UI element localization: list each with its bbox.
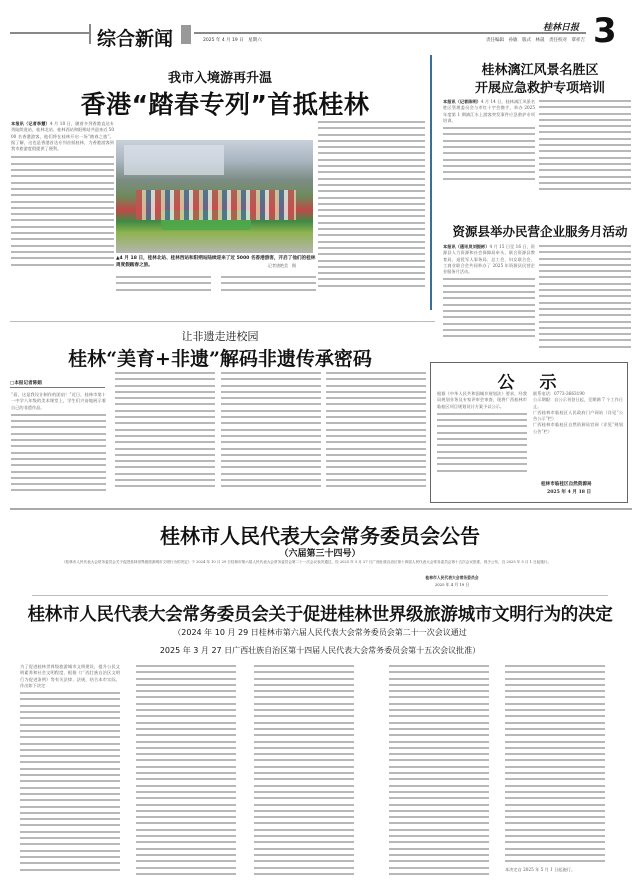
story2-col2 bbox=[539, 100, 631, 195]
paper-logo: 桂林日报 bbox=[543, 23, 580, 33]
story4-col1 bbox=[11, 392, 106, 498]
story1-photo-caption: ▲4 月 18 日，桂林北站、桂林西站和阳朔站陆续迎来了近 5000 名香港游客，开启了他们的桂林周度假踏春之旅。 bbox=[116, 256, 316, 268]
divider-announcement bbox=[32, 595, 608, 596]
divider-story1 bbox=[10, 321, 435, 322]
notice-phone: 联系电话：0773-3663190 bbox=[533, 391, 585, 396]
story1-photo-credit: 记者唐艳美 摄 bbox=[268, 263, 296, 268]
story4-col3 bbox=[221, 372, 321, 498]
decision-col3 bbox=[254, 665, 354, 887]
page-number: 3 bbox=[593, 11, 617, 51]
decision-closing: 本决定自 2025 年 5 月 1 日起施行。 bbox=[505, 866, 576, 872]
public-notice-box bbox=[430, 362, 628, 503]
story3-lead: 4 月 15 日至 16 日，资源县人力资源和社会保障局牵头，联合资源县教育局、退役军人事务局、总工会、妇女联合会、工商业联合会共同举办了 2025 年资源县民营企业服务月活动。 bbox=[443, 244, 535, 275]
story1-kicker: 我市入境游再升温 bbox=[167, 71, 272, 86]
story1-col-bottom bbox=[116, 276, 316, 298]
story4-col4 bbox=[326, 372, 426, 498]
story2-col1 bbox=[443, 99, 535, 197]
decision-col1 bbox=[20, 664, 120, 890]
notice-body: 根据《中华人民共和国城乡规划法》要求，经我局规划业务及专家评审会审查，现将广西桂林市临桂区项目规划设计方案予以公示。 bbox=[437, 391, 527, 409]
decision-subtitle1: （2024 年 10 月 29 日桂林市第六届人民代表大会常务委员会第二十一次会议通过 bbox=[173, 628, 467, 637]
decision-col5 bbox=[505, 665, 605, 887]
announcement-signer: 桂林市人民代表大会常务委员会 bbox=[425, 575, 479, 580]
decision-col4 bbox=[389, 665, 489, 887]
announcement-body: 《桂林市人民代表大会常务委员会关于促进桂林世界级旅游城市文明行为的决定》于 2024 年 10 月 29 日桂林市第六届人民代表大会常务委员会第二十一次会议表决通过，经 2025 年 3 月 27 日广西壮族自治区第十四届人民代表大会常务委员会第十五次会议批准，现予公布，自 2025 年 5 月 1 日起施行。 bbox=[62, 560, 552, 564]
story2-lead: 4 月 14 日，桂林漓江风景名胜区管理委员会与市红十字会携手，举办 2025 年度第 1 期漓江水上游客突发事件应急救护专项培训。 bbox=[443, 99, 535, 123]
announcement-number: （六届第三十四号） bbox=[279, 549, 361, 559]
editor-credits: 责任编辑 孙敏 版式 林晟 责任校对 覃祥吉 bbox=[486, 38, 585, 43]
masthead-left-rule bbox=[10, 32, 90, 34]
section-title: 综合新闻 bbox=[97, 28, 174, 50]
byline-rule bbox=[10, 387, 105, 388]
story1-lead: 4 月 18 日，随着多列香港直达专列陆续进站，桂林北站、桂林西站和阳朔站共迎来近 5000 名香港游客，他们将在桂林开启一场“踏春之旅”。据了解，这也是香港首达专列首抵桂林，为香港游客到我市旅游度假提供了便利。 bbox=[11, 121, 114, 152]
notice-col2 bbox=[533, 391, 623, 471]
story2-headline-line1: 桂林漓江风景名胜区 bbox=[481, 63, 599, 78]
story1-headline: 香港“踏春专列”首抵桂林 bbox=[80, 90, 370, 119]
decision-subtitle2: 2025 年 3 月 27 日广西壮族自治区第十四届人民代表大会常务委员会第十五次会议批准） bbox=[159, 646, 481, 655]
notice-title: 公 示 bbox=[497, 373, 561, 393]
story4-kicker: 让非遗走进校园 bbox=[181, 330, 259, 343]
masthead-tick bbox=[89, 24, 91, 44]
story3-byline: 本报讯（通讯员刘振彬） bbox=[443, 244, 490, 249]
story3-col1 bbox=[443, 244, 535, 354]
notice-site2: 广西桂林市临桂区自然资源局官网（详见“规划公告”栏） bbox=[533, 422, 623, 434]
story1-col1 bbox=[11, 121, 114, 295]
story1-photo bbox=[116, 140, 313, 253]
story3-headline: 资源县举办民营企业服务月活动 bbox=[452, 224, 628, 239]
issue-date: 2025 年 4 月 19 日 星期六 bbox=[203, 38, 262, 43]
story2-headline-line2: 开展应急救护专项培训 bbox=[474, 81, 605, 96]
notice-period: 公示期限：自公示刊登日起，至期满 7 个工作日止。 bbox=[533, 397, 623, 409]
decision-title: 桂林市人民代表大会常务委员会关于促进桂林世界级旅游城市文明行为的决定 bbox=[27, 605, 613, 625]
story1-col-right bbox=[318, 121, 425, 297]
accent-bar bbox=[430, 55, 432, 310]
announcement-date: 2025 年 4 月 19 日 bbox=[434, 582, 470, 587]
story4-col2 bbox=[115, 372, 215, 498]
story4-byline: □本报记者陈娟 bbox=[10, 381, 42, 386]
notice-signer: 桂林市临桂区自然资源局 bbox=[541, 482, 592, 487]
story3-col2 bbox=[539, 245, 631, 353]
story1-byline: 本报讯（记者李慧） bbox=[11, 121, 50, 126]
masthead-gray-block bbox=[181, 25, 191, 44]
divider-top-bottom bbox=[10, 508, 632, 510]
notice-date: 2025 年 4 月 18 日 bbox=[547, 490, 592, 495]
masthead-right-rule bbox=[194, 32, 586, 34]
photo-crowd bbox=[136, 190, 296, 220]
photo-building bbox=[124, 145, 224, 175]
decision-col2 bbox=[136, 665, 236, 887]
story4-headline: 桂林“美育+非遗”解码非遗传承密码 bbox=[68, 348, 372, 370]
notice-col1 bbox=[437, 391, 527, 499]
story4-lead: “看，这是我设计制作的团扇！”近日，桂林市第十一中学八年级的美术课堂上，学生们兴奋地展示着自己的非遗作品。 bbox=[11, 392, 106, 410]
decision-intro: 为了促进桂林世界级旅游城市文明建设，提升公民文明素养和社会文明程度，根据《广西壮族自治区文明行为促进条例》等有关法律、法规，结合本市实际，作出如下决定： bbox=[20, 664, 120, 688]
notice-site1: 广西桂林市临桂区人民政府门户网站（详见“公告公示”栏） bbox=[533, 409, 623, 422]
story2-byline: 本报讯（记者陈明） bbox=[443, 99, 481, 104]
announcement-title: 桂林市人民代表大会常务委员会公告 bbox=[160, 524, 480, 548]
